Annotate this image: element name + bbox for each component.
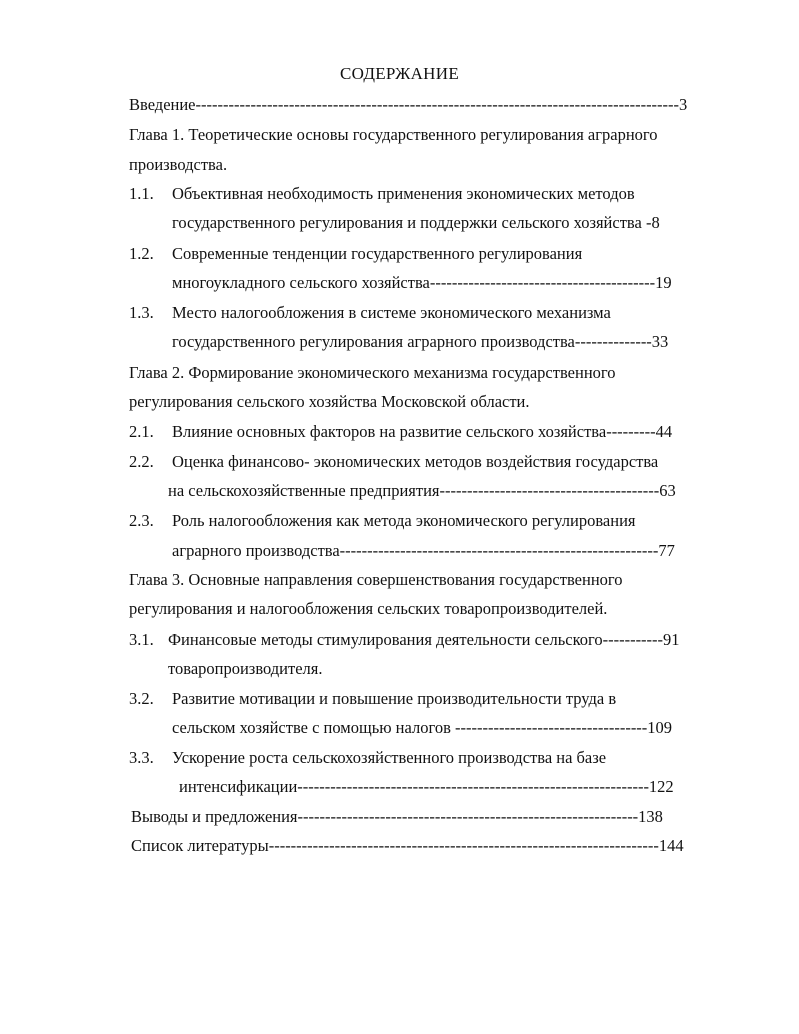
toc-number-2-2: 2.2. (129, 452, 154, 471)
toc-number-3-2: 3.2. (129, 689, 154, 708)
toc-number-1-1: 1.1. (129, 184, 154, 203)
toc-chapter-2-heading-cont: регулирования сельского хозяйства Московской области. (129, 392, 530, 411)
toc-entry-references: Список литературы-----------------------------------------------------------------------144 (131, 836, 684, 855)
toc-entry-introduction: Введение----------------------------------------------------------------------------------------3 (129, 95, 688, 114)
toc-chapter-3-heading: Глава 3. Основные направления совершенствования государственного (129, 570, 623, 589)
toc-number-2-3: 2.3. (129, 511, 154, 530)
toc-entry-2-2: Оценка финансово- экономических методов воздействия государства (172, 452, 659, 471)
toc-entry-1-3: Место налогообложения в системе экономического механизма (172, 303, 611, 322)
toc-number-1-3: 1.3. (129, 303, 154, 322)
toc-entry-2-3: Роль налогообложения как метода экономического регулирования (172, 511, 636, 530)
toc-entry-3-2-cont: сельском хозяйстве с помощью налогов -----------------------------------109 (172, 718, 673, 737)
toc-chapter-1-heading: Глава 1. Теоретические основы государственного регулирования аграрного (129, 125, 658, 144)
toc-number-2-1: 2.1. (129, 422, 154, 441)
toc-entry-1-2: Современные тенденции государственного регулирования (172, 244, 583, 263)
toc-entry-3-2: Развитие мотивации и повышение производительности труда в (172, 689, 617, 708)
toc-entry-2-2-cont: на сельскохозяйственные предприятия----------------------------------------63 (168, 481, 676, 500)
toc-chapter-2-heading: Глава 2. Формирование экономического механизма государственного (129, 363, 616, 382)
toc-entry-2-3-cont: аграрного производства----------------------------------------------------------77 (172, 541, 675, 560)
toc-entry-1-2-cont: многоукладного сельского хозяйства-----------------------------------------19 (172, 273, 672, 292)
toc-entry-3-1-cont: товаропроизводителя. (168, 659, 323, 678)
toc-title: СОДЕРЖАНИЕ (339, 64, 460, 83)
toc-entry-3-3-cont: интенсификации----------------------------------------------------------------122 (179, 777, 674, 796)
toc-entry-conclusions: Выводы и предложения--------------------------------------------------------------138 (131, 807, 663, 826)
toc-number-3-3: 3.3. (129, 748, 154, 767)
toc-chapter-1-heading-cont: производства. (129, 155, 228, 174)
toc-number-3-1: 3.1. (129, 630, 154, 649)
toc-number-1-2: 1.2. (129, 244, 154, 263)
toc-entry-1-1-cont: государственного регулирования и поддержки сельского хозяйства -8 (172, 213, 660, 232)
toc-entry-3-1: Финансовые методы стимулирования деятельности сельского-----------91 (168, 630, 680, 649)
toc-entry-1-3-cont: государственного регулирования аграрного производства--------------33 (172, 332, 669, 351)
toc-chapter-3-heading-cont: регулирования и налогообложения сельских товаропроизводителей. (129, 599, 608, 618)
toc-entry-2-1: Влияние основных факторов на развитие сельского хозяйства---------44 (172, 422, 673, 441)
toc-entry-3-3: Ускорение роста сельскохозяйственного производства на базе (172, 748, 607, 767)
toc-entry-1-1: Объективная необходимость применения экономических методов (172, 184, 635, 203)
